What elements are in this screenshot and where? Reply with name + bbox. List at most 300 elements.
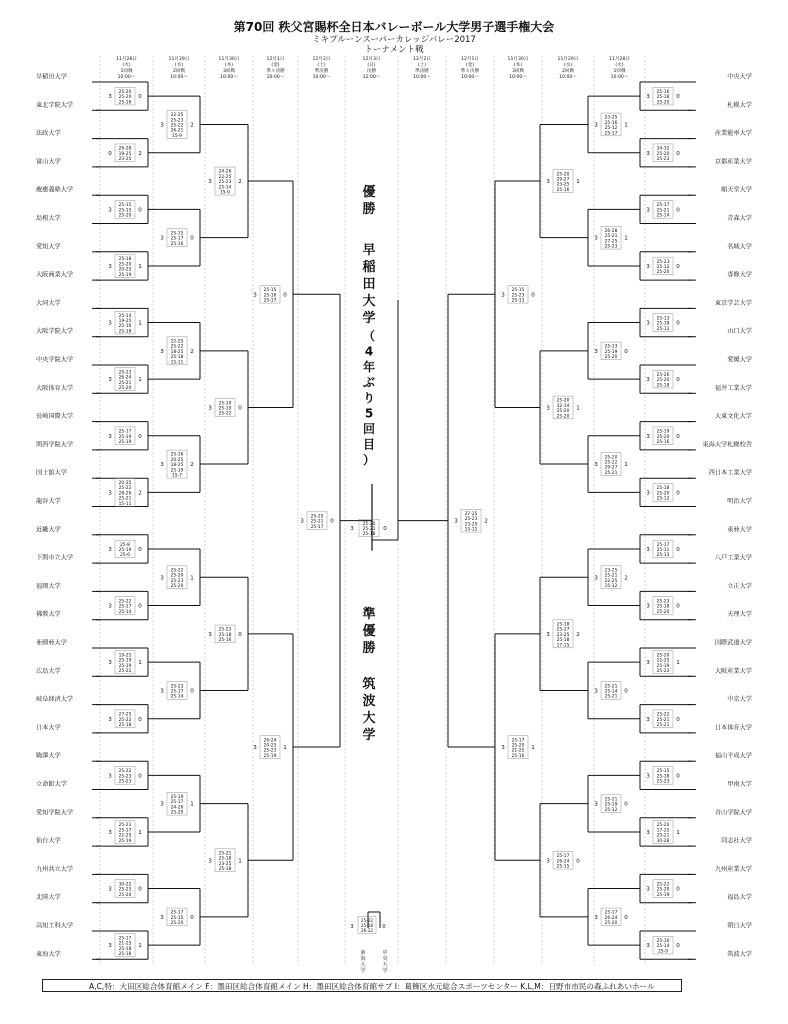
team-name: 高知工科大学 [36,922,74,930]
set-score: 25-12 [656,326,670,332]
set-score: 25-23 [170,118,184,124]
set-score: 17-15 [556,643,570,649]
runner-up-label: 準 [362,607,376,622]
set-score: 25-21 [310,519,324,525]
set-score: 23-25 [604,115,618,121]
set-score: 18-25 [170,349,184,355]
third-score: 0 [382,924,386,930]
set-score: 25-21 [604,684,618,690]
team-name: 大東文化大学 [714,413,752,421]
match-score: 2 [138,490,142,497]
set-score: 25-21 [118,823,132,829]
set-score: 26-21 [170,128,184,134]
set-score: 25-15 [170,231,184,237]
champion-team: 田 [362,277,376,292]
third-set-score: 25-18 [360,923,374,928]
match-score: 1 [138,377,142,384]
match-score: 3 [646,377,650,384]
set-score: 19-25 [118,151,132,157]
set-score: 25-23 [604,244,618,250]
team-name: 九州共立大学 [36,865,74,873]
match-score: 3 [108,94,112,101]
round-day: (木) [513,63,523,68]
match-score: 3 [594,122,598,129]
round-name: 2回戦 [561,69,575,74]
match-score: 1 [624,235,628,242]
set-score: 25-21 [656,833,670,839]
match-score: 2 [190,462,194,469]
match-score: 2 [576,631,580,638]
set-score: 25-13 [656,316,670,322]
round-date: 12月2日 [413,57,431,62]
set-score: 23-25 [556,632,570,638]
match-score: 3 [108,263,112,270]
set-score: 25-19 [118,439,132,445]
set-score: 25-20 [118,385,132,391]
set-score: 27-25 [604,239,618,245]
match-score: 1 [138,943,142,950]
match-score: 3 [594,801,598,808]
champion-note: 4 [364,344,374,359]
match-score: 0 [624,914,628,921]
match-score: 0 [624,348,628,355]
set-score: 25-20 [310,514,324,520]
set-score: 25-16 [170,452,184,458]
set-score: 25-20 [656,653,670,659]
third-score: 3 [350,924,354,930]
match-score: 3 [108,207,112,214]
set-score: 25-22 [118,668,132,674]
round-day: (火) [122,63,131,68]
round-time: 10:00〜 [610,75,629,80]
champion-note: 5 [364,406,374,421]
round-name: 2回戦 [172,69,186,74]
match-score: 3 [108,546,112,553]
set-score: 25-21 [656,717,670,723]
runner-up-team: 学 [362,728,376,743]
match-score: 3 [646,716,650,723]
set-score: 25-21 [604,694,618,700]
match-score: 0 [283,292,287,299]
team-name: 島根大学 [36,215,61,222]
set-score: 25-20 [118,95,132,101]
round-name: 3回戦 [511,69,525,74]
team-name: 専修大学 [727,271,752,279]
round-date: 11月29日 [557,57,579,62]
team-name: 福島大学 [727,894,752,902]
third-set-score: 26-22 [360,928,374,934]
match-score: 3 [646,603,650,610]
set-score: 25-18 [118,257,132,263]
round-name: 準々決勝 [460,69,480,74]
page-title: 第70回 秩父宮賜杯全日本バレーボール大学男子選手権大会 [233,20,555,34]
set-score: 25-19 [604,802,618,808]
team-name: 日本体育大学 [714,724,752,732]
round-date: 12月2日 [312,57,331,62]
set-score: 25-23 [511,293,525,299]
set-score: 25-17 [170,236,184,242]
team-name: 京都産業大学 [714,158,752,166]
set-score: 30-28 [656,838,670,844]
set-score: 25-16 [511,753,525,759]
champion-team: 学 [362,311,376,326]
set-score: 25-12 [656,496,670,502]
set-score: 25-20 [656,491,670,497]
set-score: 25-19 [604,349,618,355]
set-score: 25-22 [604,460,618,466]
match-score: 3 [546,405,550,412]
team-name: 東北学院大学 [36,101,74,109]
match-score: 3 [108,320,112,327]
round-date: 11月30日 [507,57,529,62]
team-name: 筑波大学 [727,950,752,958]
team-name: 八戸工業大学 [714,554,752,562]
set-score: 25-23 [656,599,670,605]
champion-note: （ [362,329,376,343]
set-score: 25-17 [656,542,670,548]
match-score: 0 [576,858,580,865]
team-name: 亜細亜大学 [36,639,67,647]
match-score: 1 [624,122,628,129]
match-score: 3 [108,773,112,780]
match-score: 3 [646,773,650,780]
set-score: 25-12 [656,264,670,270]
set-score: 25-20 [556,409,570,415]
set-score: 25-18 [556,622,570,628]
set-score: 25-22 [118,769,132,775]
team-name: 大同大学 [36,299,61,307]
set-score: 25-17 [310,524,324,530]
set-score: 25-20 [656,270,670,276]
team-name: 慶應義塾大学 [36,186,74,194]
set-score: 25-17 [263,298,277,304]
team-name: 国際武道大学 [714,639,752,647]
match-score: 3 [253,745,257,752]
match-score: 3 [108,886,112,893]
set-score: 19-25 [118,653,132,659]
set-score: 25-17 [604,131,618,137]
match-score: 0 [138,603,142,610]
set-score: 25-18 [118,951,132,957]
match-score: 1 [138,320,142,327]
team-name: 東海大学札幌校舎 [702,441,752,449]
match-score: 3 [208,405,212,412]
match-score: 3 [160,688,164,695]
set-score: 25-22 [170,344,184,350]
set-score: 25-11 [656,547,670,553]
third-set-score: 25-22 [360,917,374,923]
set-score: 25-18 [656,321,670,327]
set-score: 25-20 [656,100,670,106]
set-score: 25-20 [656,609,670,615]
match-score: 1 [576,405,580,412]
set-score: 25-18 [118,722,132,728]
set-score: 22-25 [118,833,132,839]
match-score: 1 [138,829,142,836]
match-score: 0 [676,716,680,723]
team-name: 広島大学 [36,667,61,675]
champion-note: 目 [362,437,376,452]
set-score: 25-12 [604,807,618,813]
set-score: 25-8 [120,542,130,548]
match-score: 3 [253,292,257,299]
team-name: 九州産業大学 [714,865,752,873]
champion-note: 年 [362,360,376,374]
match-score: 3 [108,943,112,950]
match-score: 3 [594,462,598,469]
match-score: 1 [676,829,680,836]
team-name: 東京学芸大学 [714,299,752,307]
match-score: 0 [676,94,680,101]
match-score: 2 [484,518,488,525]
set-score: 15-7 [172,473,182,479]
team-name: 福岡大学 [36,582,61,590]
set-score: 25-18 [218,632,232,638]
team-name: 岐阜経済大学 [36,696,74,704]
match-score: 1 [624,462,628,469]
set-score: 23-25 [604,568,618,574]
set-score: 25-19 [118,838,132,844]
champion-note: り [362,391,376,405]
team-name: 愛知学院大学 [36,809,74,817]
champion-note: ぶ [362,375,376,390]
match-score: 2 [238,179,242,186]
set-score: 25-16 [118,100,132,106]
round-day: (金) [465,63,475,68]
third-team-right: 央 [382,956,388,962]
match-score: 1 [531,745,535,752]
match-score: 3 [208,858,212,865]
set-score: 25-16 [218,638,232,644]
match-score: 3 [108,660,112,667]
team-name: 佛教大学 [36,611,61,619]
match-score: 0 [676,943,680,950]
match-score: 3 [646,490,650,497]
match-score: 3 [546,858,550,865]
set-score: 25-17 [556,854,570,860]
set-score: 25-16 [556,187,570,193]
set-score: 15-9 [172,133,182,139]
team-name: 日本大学 [36,724,61,732]
set-score: 34-32 [656,146,670,152]
team-name: 名城大学 [727,243,752,251]
third-team-left: 東 [360,950,366,956]
team-name: 国士舘大学 [36,469,67,477]
match-score: 3 [160,348,164,355]
match-score: 3 [160,914,164,921]
match-score: 3 [160,801,164,808]
round-time: 10:00〜 [117,75,136,80]
match-score: 3 [160,122,164,129]
set-score: 25-14 [656,944,670,950]
round-date: 12月3日 [362,57,381,62]
final-score: 0 [383,526,387,532]
team-name: 東亜大学 [727,526,752,534]
set-score: 25-23 [218,627,232,633]
match-score: 0 [676,377,680,384]
set-score: 25-14 [170,694,184,700]
set-score: 25-22 [656,882,670,888]
set-score: 25-20 [170,921,184,927]
set-score: 26-24 [118,375,132,381]
team-name: 中央大学 [727,73,752,81]
set-score: 25-16 [170,241,184,247]
team-name: 青山学院大学 [714,809,752,817]
set-score: 25-23 [218,180,232,186]
set-score: 25-19 [656,429,670,435]
team-name: 西日本工業大学 [708,469,752,477]
set-score: 25-19 [118,272,132,278]
match-score: 3 [108,377,112,384]
round-date: 11月28日 [116,57,137,62]
set-score: 26-24 [556,859,570,865]
set-score: 25-17 [118,604,132,610]
set-score: 25-14 [118,609,132,615]
set-score: 25-16 [118,324,132,330]
set-score: 25-14 [604,689,618,695]
team-name: 大阪産業大学 [714,667,752,675]
set-score: 25-15 [170,915,184,921]
champion-team: 大 [362,294,376,309]
set-score: 27-25 [464,511,478,517]
match-score: 3 [594,688,598,695]
match-score: 3 [208,179,212,186]
round-name: 1回戦 [120,69,133,74]
set-score: 25-14 [656,213,670,219]
team-name: 青森大学 [727,215,752,222]
set-score: 25-18 [656,486,670,492]
round-name: 準決勝 [415,69,429,74]
set-score: 25-16 [604,120,618,126]
round-date: 11月29日 [168,57,190,62]
match-score: 0 [190,688,194,695]
set-score: 25-18 [656,383,670,389]
set-score: 23-25 [556,182,570,188]
set-score: 25-20 [118,892,132,898]
set-score: 25-20 [556,172,570,178]
set-score: 23-25 [218,861,232,867]
round-time: 12:00〜 [362,75,381,80]
set-score: 25-13 [604,344,618,350]
set-score: 25-10 [656,938,670,944]
set-score: 25-17 [604,910,618,916]
team-name: 東海大学 [36,950,61,958]
match-score: 1 [138,660,142,667]
round-day: (木) [224,63,234,68]
runner-up-team: 波 [362,694,376,709]
set-score: 25-12 [604,126,618,132]
set-score: 25-19 [118,658,132,664]
final-set-score: 25-20 [362,521,376,527]
team-name: 福井工業大学 [714,384,752,392]
match-score: 0 [138,94,142,101]
match-score: 0 [676,150,680,157]
set-score: 25-18 [118,329,132,335]
set-score: 25-18 [218,867,232,873]
match-score: 1 [190,801,194,808]
set-score: 25-18 [656,604,670,610]
team-name: 長崎国際大学 [36,413,74,421]
match-score: 0 [676,546,680,553]
set-score: 25-16 [263,293,277,299]
set-score: 22-25 [656,658,670,664]
runner-up-label: 勝 [362,641,376,656]
set-score: 25-13 [656,553,670,559]
team-name: 北陸大学 [36,894,61,902]
page-subtitle-tournament: トーナメント戦 [364,45,424,55]
set-score: 25-21 [118,496,132,502]
round-day: (土) [317,63,326,68]
set-score: 26-28 [118,146,132,152]
set-score: 25-20 [656,823,670,829]
round-day: (水) [563,63,573,68]
round-time: 10:00〜 [170,75,188,80]
set-score: 25-19 [218,406,232,412]
champion-label: 優 [362,185,376,200]
match-score: 0 [190,914,194,921]
set-score: 22-25 [218,174,232,180]
round-time: 10:00〜 [413,75,431,80]
champion-team: 稲 [362,260,376,275]
set-score: 25-20 [656,151,670,157]
set-score: 25-20 [118,262,132,268]
match-score: 0 [190,235,194,242]
round-date: 11月28日 [609,57,630,62]
match-score: 3 [594,914,598,921]
match-score: 0 [138,433,142,440]
set-score: 25-19 [656,663,670,669]
runner-up-team: 大 [362,711,376,726]
match-score: 1 [138,263,142,270]
final-score: 3 [350,526,354,532]
venue-footer: A,C,特：大田区総合体育館メイン F：墨田区総合体育館メイン H：墨田区総合体育館サブ I：葛飾区水元総合スポーツセンター K,L,M：日野市市民の森ふれあいホール [42,979,682,992]
set-score: 25-23 [118,887,132,893]
final-set-score: 25-21 [362,527,376,532]
set-score: 25-22 [656,668,670,674]
match-score: 0 [138,773,142,780]
round-time: 10:00〜 [509,75,527,80]
team-name: 産業能率大学 [714,130,752,138]
set-score: 25-23 [656,779,670,785]
set-score: 22-25 [170,113,184,119]
set-score: 25-20 [170,573,184,579]
match-score: 3 [160,575,164,582]
match-score: 3 [646,320,650,327]
set-score: 25-18 [656,95,670,101]
set-score: 25-17 [170,910,184,916]
match-score: 3 [646,886,650,893]
set-score: 25-15 [656,769,670,775]
match-score: 0 [238,631,242,638]
set-score: 21-25 [511,748,525,754]
set-score: 15-11 [118,501,132,507]
set-score: 25-14 [118,313,132,319]
match-score: 3 [646,207,650,214]
set-score: 25-20 [604,455,618,461]
match-score: 0 [676,263,680,270]
round-time: 10:00〜 [220,75,238,80]
set-score: 25-23 [118,370,132,376]
team-name: 天理大学 [727,611,752,619]
set-score: 28-26 [118,491,132,497]
match-score: 2 [138,150,142,157]
round-time: 10:00〜 [312,75,331,80]
match-score: 3 [108,716,112,723]
match-score: 3 [594,348,598,355]
third-team-left: 大 [360,962,366,968]
set-score: 25-21 [604,470,618,476]
match-score: 0 [676,603,680,610]
